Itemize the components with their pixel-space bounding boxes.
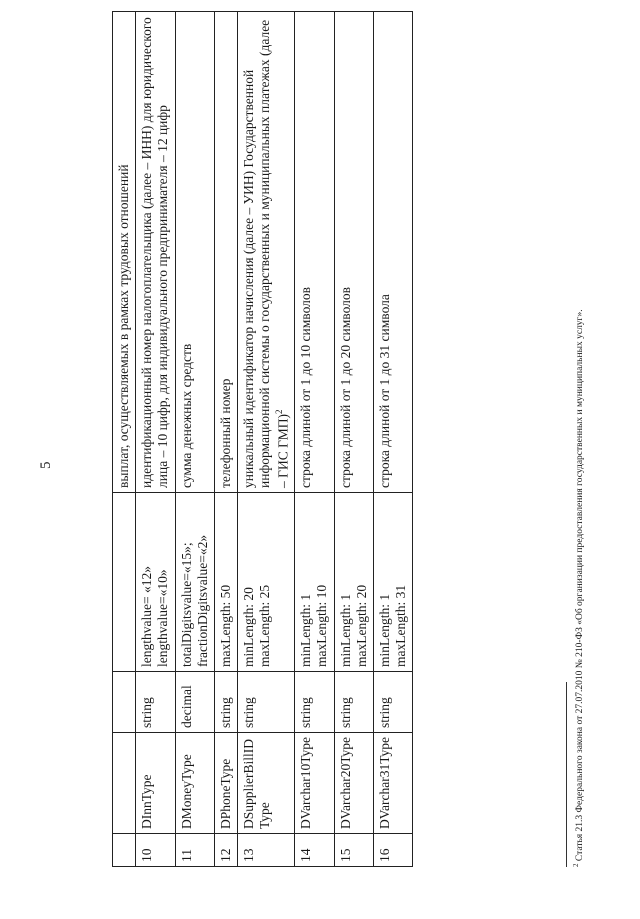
row-number-text: 12 bbox=[217, 848, 233, 862]
description-cell bbox=[175, 12, 214, 493]
restriction-text: maxLength: 25 bbox=[257, 584, 273, 667]
table-row bbox=[175, 12, 214, 867]
type-name-text: DInnType bbox=[139, 774, 155, 829]
base-type-text: string bbox=[139, 697, 155, 728]
restriction-text: maxLength: 31 bbox=[393, 584, 409, 667]
table-row bbox=[373, 12, 412, 867]
restriction-cell bbox=[373, 492, 412, 671]
type-name-cell bbox=[295, 732, 334, 833]
base-type-cell bbox=[113, 671, 136, 732]
base-type-text: string bbox=[337, 697, 353, 728]
row-number-text: 14 bbox=[298, 848, 314, 862]
type-name-text: DMoneyType bbox=[178, 754, 194, 829]
row-number-cell bbox=[373, 834, 412, 867]
restriction-text: maxLength: 50 bbox=[217, 584, 233, 667]
description-cell bbox=[334, 12, 373, 493]
restriction-cell bbox=[214, 492, 237, 671]
table-row bbox=[136, 12, 175, 867]
restriction-text: fractionDigitsvalue=«2» bbox=[194, 534, 210, 667]
restriction-text: minLength: 1 bbox=[298, 593, 314, 667]
row-number-cell bbox=[214, 834, 237, 867]
type-name-text: DPhoneType bbox=[217, 758, 233, 829]
type-name-cell bbox=[214, 732, 237, 833]
restriction-cell bbox=[113, 492, 136, 671]
base-type-text: decimal bbox=[178, 685, 194, 728]
row-number-text: 13 bbox=[241, 848, 257, 862]
description-text: сумма денежных средств bbox=[178, 343, 194, 488]
row-number-text: 11 bbox=[178, 849, 194, 862]
description-text: идентификационный номер налогоплательщика (далее – ИНН) для юридического лица – 10 цифр, для индивидуального предпринимателя – 12 цифр bbox=[139, 17, 171, 488]
base-type-text: string bbox=[241, 697, 257, 728]
footnote-text: Статья 21.3 Федерального закона от 27.07.2010 № 210-ФЗ «Об организации предоставления государственных и муниципальных услуг». bbox=[575, 309, 586, 862]
base-type-cell bbox=[295, 671, 334, 732]
type-name-text: DVarchar31Type bbox=[376, 736, 392, 829]
type-name-cell bbox=[113, 732, 136, 833]
row-number-cell bbox=[295, 834, 334, 867]
type-name-cell bbox=[334, 732, 373, 833]
restriction-text: lengthvalue= «12» bbox=[139, 566, 155, 667]
restriction-cell bbox=[334, 492, 373, 671]
base-type-cell bbox=[175, 671, 214, 732]
restriction-text: lengthvalue=«10» bbox=[155, 569, 171, 667]
page-number: 5 bbox=[38, 461, 54, 469]
description-cell bbox=[295, 12, 334, 493]
row-number-text: 10 bbox=[139, 848, 155, 862]
table-row bbox=[334, 12, 373, 867]
description-text: уникальный идентификатор начисления (далее – УИН) Государственной информационной системы о государственных и муниципальных платежах (далее – ГИС ГМП) bbox=[241, 19, 290, 488]
row-number-cell bbox=[334, 834, 373, 867]
base-type-cell bbox=[238, 671, 295, 732]
table-row bbox=[238, 12, 295, 867]
description-text: строка длиной от 1 до 31 символа bbox=[376, 294, 392, 488]
footnote-separator bbox=[566, 682, 567, 867]
description-cell bbox=[373, 12, 412, 493]
type-name-cell bbox=[175, 732, 214, 833]
restriction-cell bbox=[295, 492, 334, 671]
type-name-cell bbox=[136, 732, 175, 833]
table-row bbox=[214, 12, 237, 867]
table-row bbox=[295, 12, 334, 867]
restriction-cell bbox=[238, 492, 295, 671]
type-name-cell bbox=[373, 732, 412, 833]
row-number-cell bbox=[113, 834, 136, 867]
type-name-text: DVarchar20Type bbox=[337, 736, 353, 829]
restriction-text: totalDigitsvalue=«15»; bbox=[178, 542, 194, 667]
restriction-text: maxLength: 10 bbox=[314, 584, 330, 667]
restriction-cell bbox=[136, 492, 175, 671]
base-type-cell bbox=[136, 671, 175, 732]
row-number-text: 16 bbox=[376, 848, 392, 862]
data-types-table bbox=[112, 11, 413, 867]
footnote bbox=[572, 67, 585, 867]
restriction-text: minLength: 20 bbox=[241, 587, 257, 667]
row-number-text: 15 bbox=[337, 848, 353, 862]
description-text: выплат, осуществляемых в рамках трудовых отношений bbox=[116, 164, 131, 488]
description-cell bbox=[113, 12, 136, 493]
base-type-cell bbox=[214, 671, 237, 732]
base-type-text: string bbox=[376, 697, 392, 728]
description-cell bbox=[238, 12, 295, 493]
type-name-cell bbox=[238, 732, 295, 833]
footnote-marker: 2 bbox=[572, 863, 580, 867]
restriction-text: minLength: 1 bbox=[376, 593, 392, 667]
description-text: телефонный номер bbox=[217, 378, 233, 488]
description-cell bbox=[214, 12, 237, 493]
base-type-cell bbox=[373, 671, 412, 732]
type-name-text: DSupplierBillID Type bbox=[241, 739, 273, 829]
footnote-ref: 2 bbox=[273, 409, 284, 415]
base-type-text: string bbox=[298, 697, 314, 728]
description-text: строка длиной от 1 до 10 символов bbox=[298, 286, 314, 488]
description-text: строка длиной от 1 до 20 символов bbox=[337, 286, 353, 488]
row-number-cell bbox=[175, 834, 214, 867]
restriction-text: minLength: 1 bbox=[337, 593, 353, 667]
type-name-text: DVarchar10Type bbox=[298, 736, 314, 829]
restriction-cell bbox=[175, 492, 214, 671]
restriction-text: maxLength: 20 bbox=[353, 584, 369, 667]
base-type-cell bbox=[334, 671, 373, 732]
base-type-text: string bbox=[217, 697, 233, 728]
row-number-cell bbox=[136, 834, 175, 867]
table-row bbox=[113, 12, 136, 867]
row-number-cell bbox=[238, 834, 295, 867]
description-cell bbox=[136, 12, 175, 493]
